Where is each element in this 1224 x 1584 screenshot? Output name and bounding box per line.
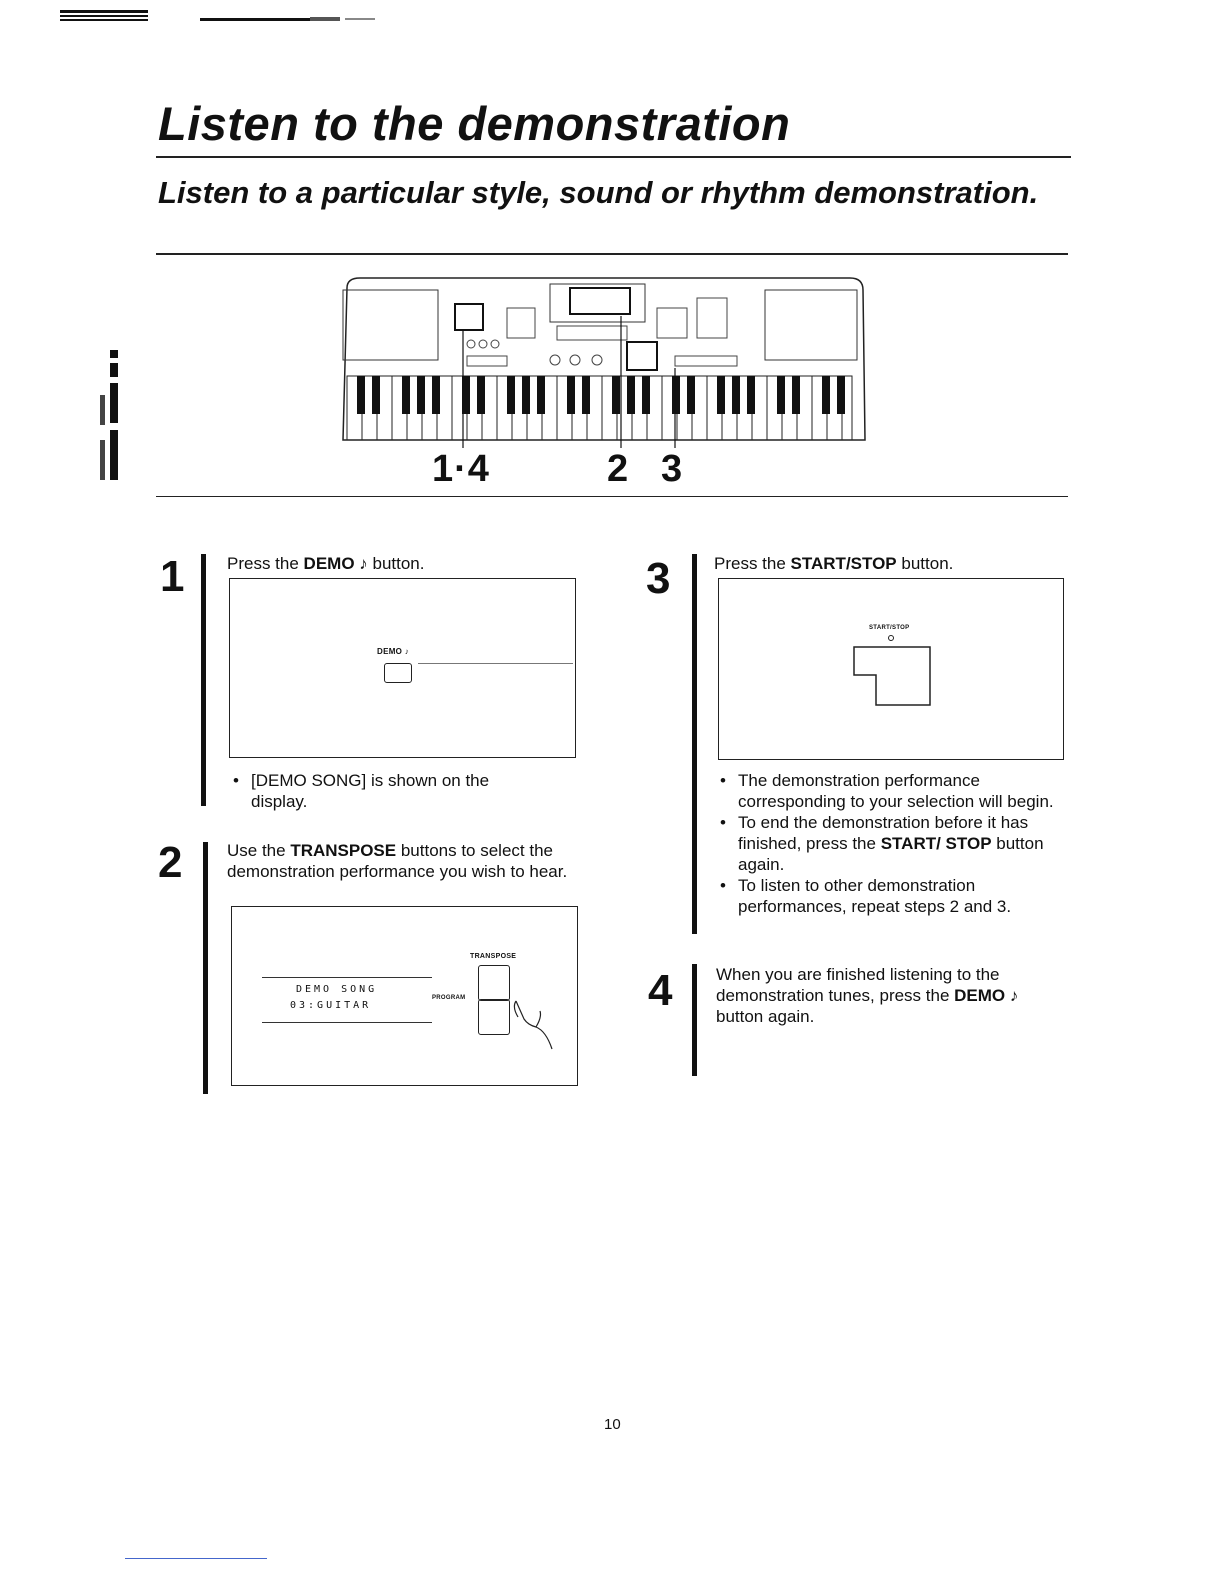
footer-rule [125,1558,267,1559]
step-1-bar [201,554,206,806]
step-3-number: 3 [646,554,671,603]
callout-3: 3 [661,448,684,490]
step-3-note: • To listen to other demonstration performances, repeat steps 2 and 3. [716,875,1076,917]
program-label: PROGRAM [432,995,466,1001]
page-subtitle: Listen to a particular style, sound or rhythm demonstration. [158,175,1039,210]
start-stop-label: START/STOP [869,625,910,631]
step-1-notes [229,770,549,812]
lcd-line-1: DEMO SONG [296,984,378,995]
step-2-bar [203,842,208,1094]
callout-2: 2 [607,448,630,490]
step-3-bar [692,554,697,934]
keyboard-diagram [335,268,875,448]
diagram-underline [156,496,1068,497]
step-1-number: 1 [160,552,185,601]
transpose-down-button[interactable] [478,999,510,1035]
demo-button[interactable] [384,663,412,683]
step-1-illustration [229,578,576,758]
pointing-hand-icon [510,997,560,1057]
step-2-instruction: Use the TRANSPOSE buttons to select the demonstration performance you wish to hear. [227,841,568,881]
margin-scan-mark [98,345,122,485]
page-number: 10 [604,1416,621,1433]
transpose-label: TRANSPOSE [470,953,517,960]
step-1-note: • [DEMO SONG] is shown on the display. [229,770,549,812]
step-3-instruction: Press the START/STOP button. [714,554,954,573]
lcd-display [262,977,432,1023]
subtitle-underline [156,253,1068,255]
step-3-note: • The demonstration performance corresponding to your selection will begin. [716,770,1076,812]
title-underline [156,156,1071,158]
demo-button-label: DEMO ♪ [377,647,410,656]
callout-1-4: 1·4 [432,448,490,490]
transpose-up-button[interactable] [478,965,510,1001]
step-1-instruction: Press the DEMO ♪ button. [227,554,425,573]
lcd-line-2: 03:GUITAR [290,1000,372,1011]
start-stop-button[interactable] [852,645,932,707]
step-3-notes [716,770,1076,917]
step-3-note: • To end the demonstration before it has finished, press the START/ STOP button again. [716,812,1076,875]
start-stop-indicator [888,635,894,641]
step-4-instruction: When you are finished listening to the demonstration tunes, press the DEMO ♪ button again. [716,965,1019,1026]
step-4-bar [692,964,697,1076]
step-2-number: 2 [158,838,183,887]
step-3-illustration [718,578,1064,760]
top-scan-mark [60,8,380,22]
leader-line [418,663,573,664]
page-title: Listen to the demonstration [158,97,791,150]
step-2-illustration [231,906,578,1086]
step-4-number: 4 [648,966,673,1015]
